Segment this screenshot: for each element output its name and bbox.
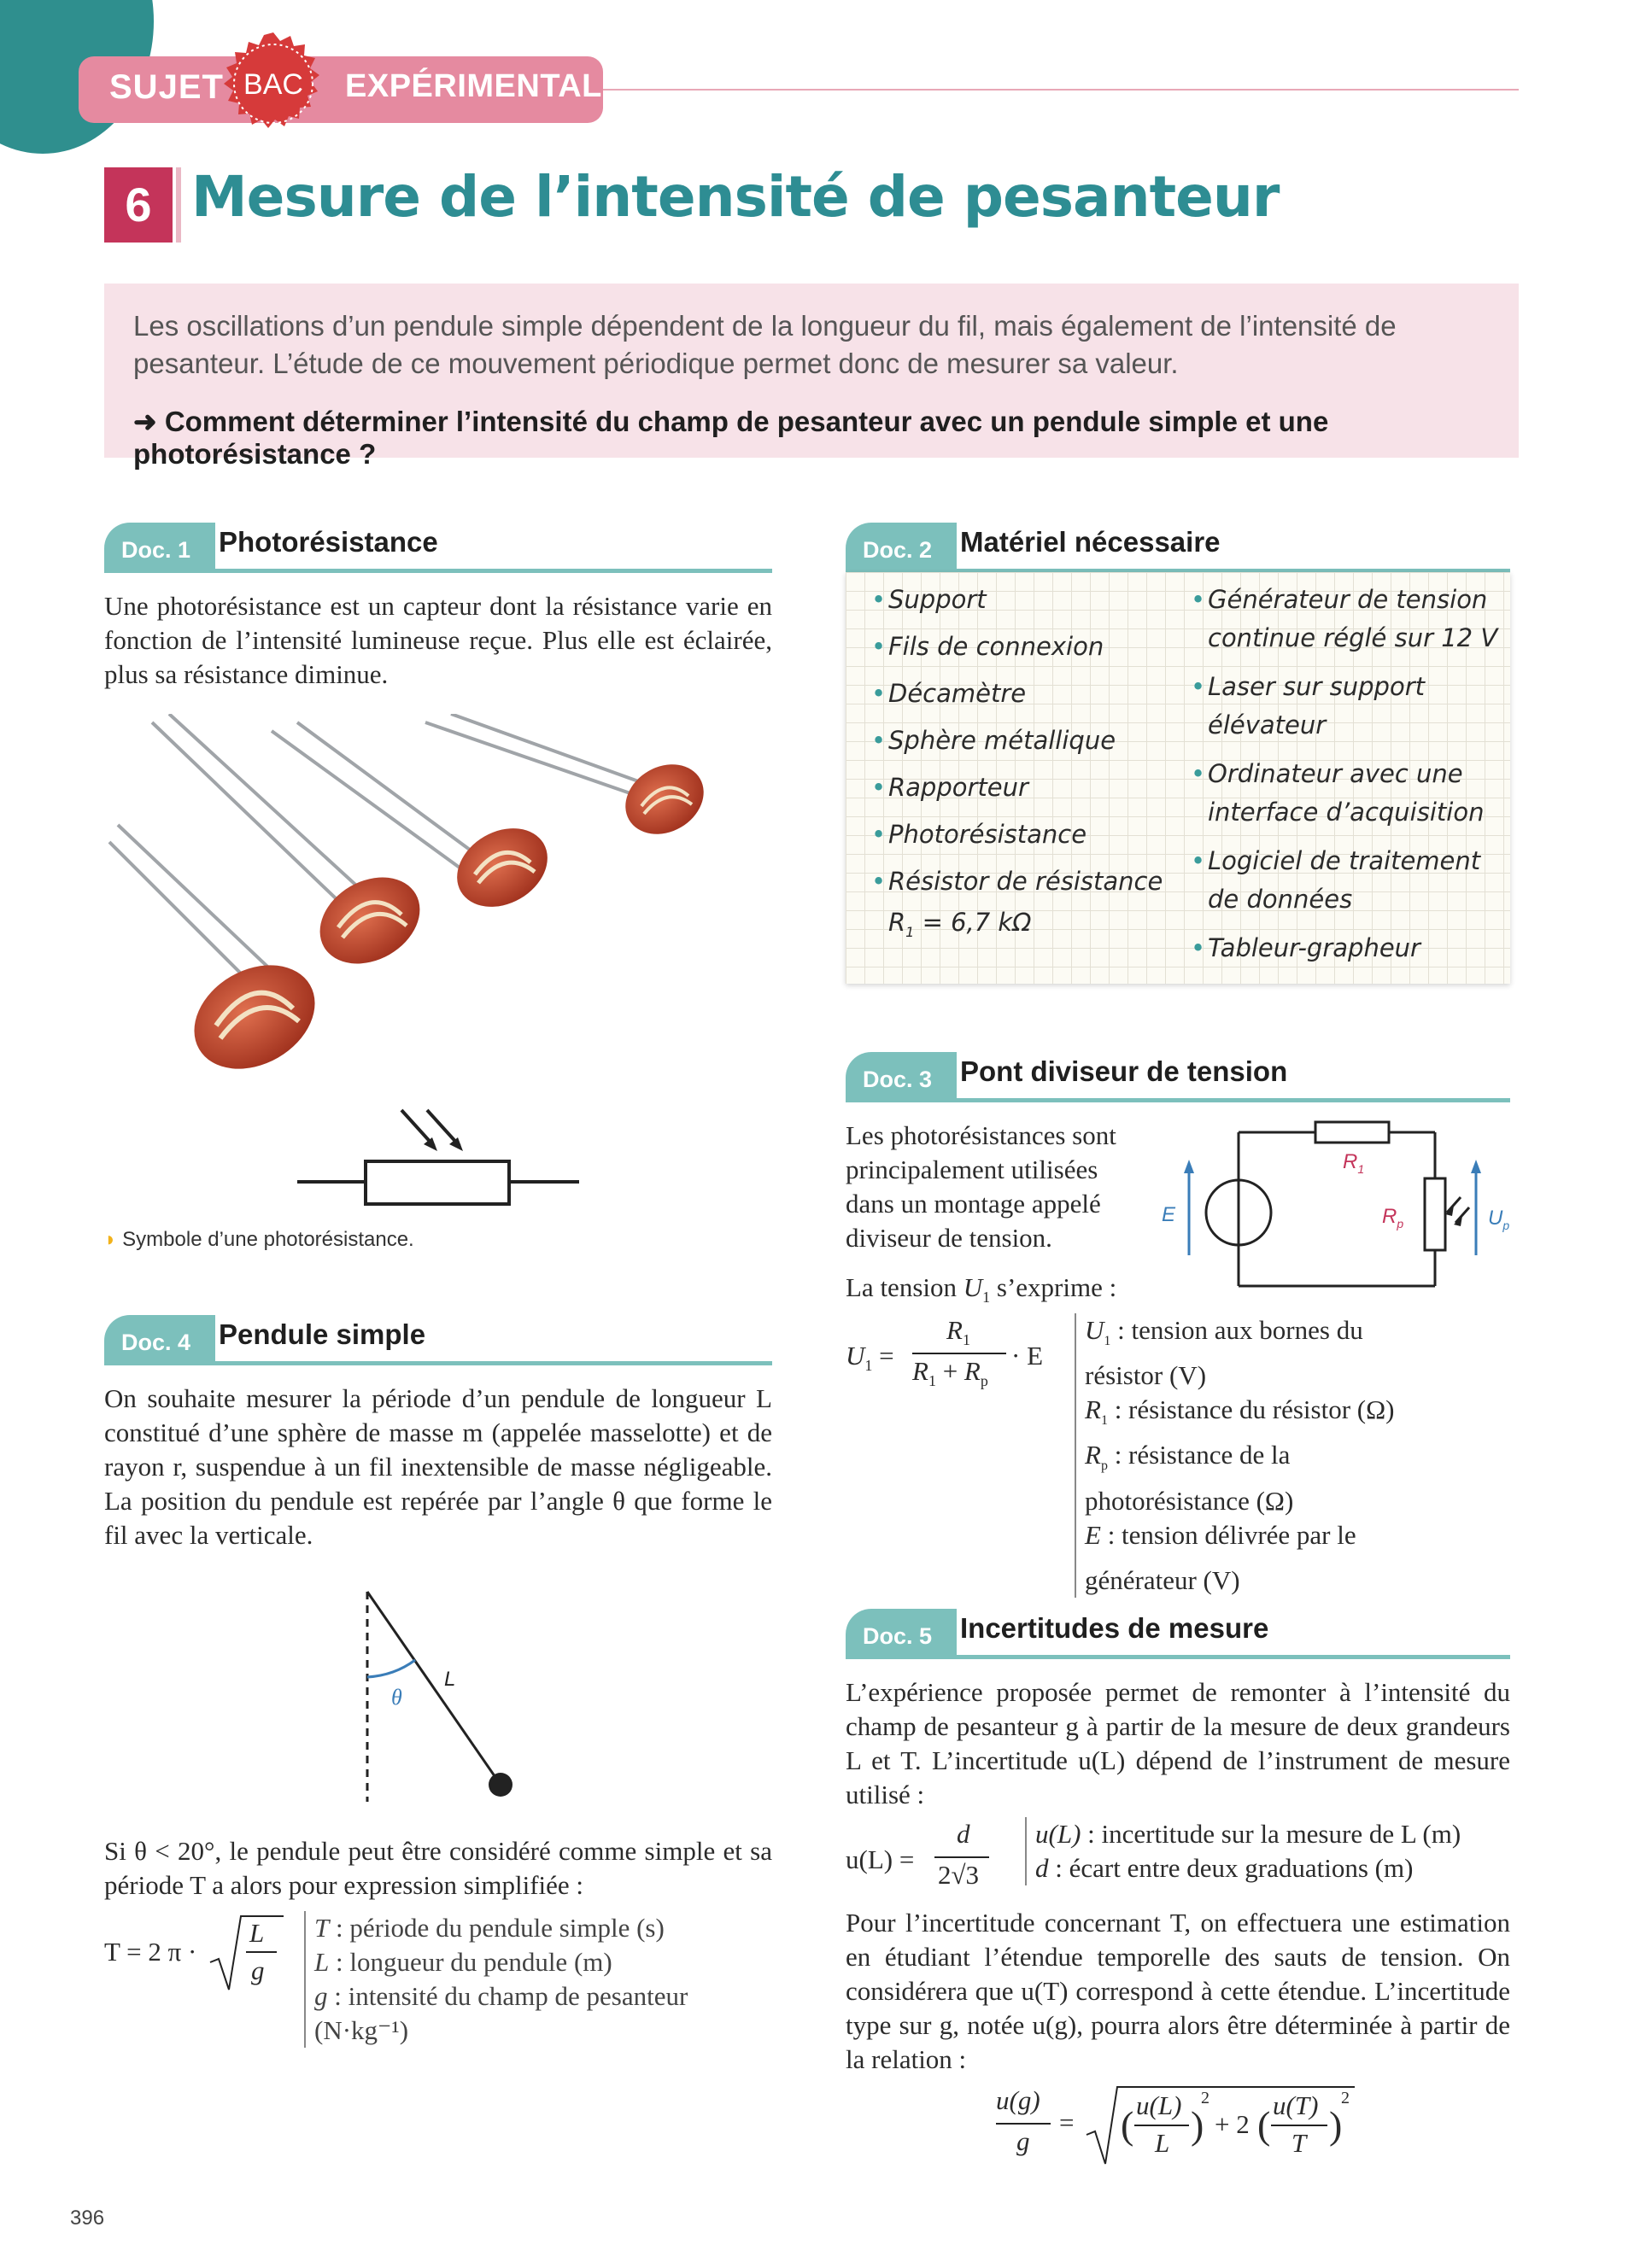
doc4-text: On souhaite mesurer la période d’un pendule de longueur L constitué d’une sphère de masse m (appelée masselotte) et de rayon r, suspendue à un fil inextensible de masse négligeable. La position du pendule est repérée par l’angle θ que forme le fil avec la verticale. <box>104 1383 772 1550</box>
doc3-u1-intro: La tension $U_1$ s’exprime : <box>846 1272 1117 1306</box>
doc4-header <box>104 1315 772 1365</box>
doc3-header <box>846 1052 1510 1102</box>
photoresistor-4 <box>612 751 716 848</box>
doc1-rule <box>104 569 772 573</box>
list-item: • Ordinateur avec une interface d’acquisition <box>1208 755 1498 832</box>
doc3-text: Les photorésistances sont principalement utilisées dans un montage appelé diviseur de tension. <box>846 1120 1116 1253</box>
doc1-text: Une photorésistance est un capteur dont la résistance varie en fonction de l’intensité lumineuse reçue. Plus elle est éclairée, plus sa résistance diminue. <box>104 591 772 689</box>
list-item: • Résistor de résistance <box>888 862 1170 901</box>
pendulum-theta: θ <box>391 1685 402 1710</box>
doc3-title: Pont diviseur de tension <box>960 1055 1288 1087</box>
pendulum-diagram <box>342 1588 538 1810</box>
list-item: • Rapporteur <box>888 769 1170 807</box>
seal-text: BAC <box>243 68 303 101</box>
exercise-number: 6 <box>104 167 173 243</box>
doc4-formula: T = 2 π · L g <box>104 1911 292 1996</box>
intro-text: Les oscillations d’un pendule simple dépendent de la longueur du fil, mais également de l’intensité de pesanteur. L’étude de ce mouvement périodique permet donc de mesurer sa valeur. <box>133 310 1397 379</box>
photoresistor-symbol-icon <box>297 1102 588 1214</box>
doc5-label: Doc. 5 <box>846 1609 957 1658</box>
doc4-label: Doc. 4 <box>104 1315 215 1365</box>
caption-marker-icon: ◗ <box>104 1228 123 1251</box>
tag-sujet: SUJET <box>109 68 224 106</box>
resistor-value: $R_1 = 6,7$ kΩ <box>888 908 1032 940</box>
list-item: • Tableur-grapheur <box>1208 929 1498 967</box>
doc3-label: Doc. 3 <box>846 1052 957 1102</box>
photoresistor-1 <box>176 944 334 1073</box>
doc1-caption: ◗ Symbole d’une photorésistance. <box>104 1228 414 1251</box>
doc2-title: Matériel nécessaire <box>960 526 1221 558</box>
doc3-rule <box>846 1098 1510 1102</box>
list-item: • Photorésistance <box>888 815 1170 854</box>
doc3-legend: $U_1$ : tension aux bornes du résistor (V) $R_1$ : résistance du résistor (Ω) $R_p$ : résistance de la photorésistance (Ω) E : tension délivrée par le générateur (V) <box>1075 1313 1426 1598</box>
photoresistor-photo <box>101 714 750 1073</box>
doc5-rule <box>846 1655 1510 1659</box>
list-item: • Logiciel de traitement de données <box>1208 842 1498 919</box>
doc3-formula: $U_1$ = $R_1$ $R_1 + R_p$ · E <box>846 1315 1044 1390</box>
list-item: • Sphère métallique <box>888 722 1170 760</box>
doc5-legend: u(L) : incertitude sur la mesure de L (m) d : écart entre deux graduations (m) <box>1025 1817 1514 1885</box>
doc4-legend: T : période du pendule simple (s) L : longueur du pendule (m) g : intensité du champ de pesanteur (N·kg⁻¹) <box>304 1911 707 2048</box>
circuit-label-r1: $R_1$ <box>1343 1150 1365 1176</box>
doc5-title: Incertitudes de mesure <box>960 1612 1269 1644</box>
doc4-title: Pendule simple <box>219 1318 426 1350</box>
list-item: • Support <box>888 581 1170 619</box>
doc2-list-left <box>888 581 1170 901</box>
doc2-list-right <box>1208 581 1498 967</box>
tag-experimental: EXPÉRIMENTAL <box>345 68 602 104</box>
doc5-formula2: u(g) g = ( u(L) L ) 2 + 2 ( u(T) T ) 2 <box>996 2084 1372 2169</box>
photoresistor-3 <box>443 813 562 923</box>
doc2-label: Doc. 2 <box>846 523 957 572</box>
doc2-header <box>846 523 1510 572</box>
intro-question: ➜ Comment déterminer l’intensité du champ de pesanteur avec un pendule simple et une photorésistance ? <box>133 406 1329 470</box>
voltage-divider-circuit <box>1153 1119 1520 1289</box>
pendulum-length: L <box>444 1668 456 1691</box>
doc5-text2: Pour l’incertitude concernant T, on effectuera une estimation en étudiant l’étendue temporelle des sauts de tension. On considérera que u(T) correspond à cette étendue. L’incertitude type sur g, notée u(g), pourra alors être déterminée à partir de la relation : <box>846 1908 1510 2074</box>
doc5-header <box>846 1609 1510 1658</box>
pendulum-bob <box>489 1773 512 1797</box>
circuit-label-rp: $R_p$ <box>1382 1205 1404 1230</box>
doc5-formula1: u(L) = d 2√3 <box>846 1819 1016 1904</box>
header-rule <box>603 89 1519 91</box>
doc1-header <box>104 523 772 572</box>
doc4-rule <box>104 1361 772 1365</box>
doc1-title: Photorésistance <box>219 526 438 558</box>
page-title: Mesure de l’intensité de pesanteur <box>191 164 1280 230</box>
page-number: 396 <box>70 2207 105 2230</box>
doc4-condition: Si θ < 20°, le pendule peut être considéré comme simple et sa période T a alors pour expression simplifiée : <box>104 1836 772 1900</box>
list-item: • Générateur de tension continue réglé sur 12 V <box>1208 581 1498 658</box>
photoresistor-2 <box>304 860 435 981</box>
doc5-text1: L’expérience proposée permet de remonter à l’intensité du champ de pesanteur g à partir de la mesure de deux grandeurs L et T. L’incertitude u(L) dépend de l’instrument de mesure utilisé : <box>846 1677 1510 1809</box>
doc1-label: Doc. 1 <box>104 523 215 572</box>
list-item: • Fils de connexion <box>888 628 1170 666</box>
circuit-label-up: $U_p$ <box>1488 1207 1510 1232</box>
list-item: • Laser sur support élévateur <box>1208 668 1498 745</box>
list-item: • Décamètre <box>888 675 1170 713</box>
number-accent <box>176 167 181 243</box>
bac-seal-icon <box>219 31 328 140</box>
circuit-label-e: E <box>1162 1203 1176 1226</box>
